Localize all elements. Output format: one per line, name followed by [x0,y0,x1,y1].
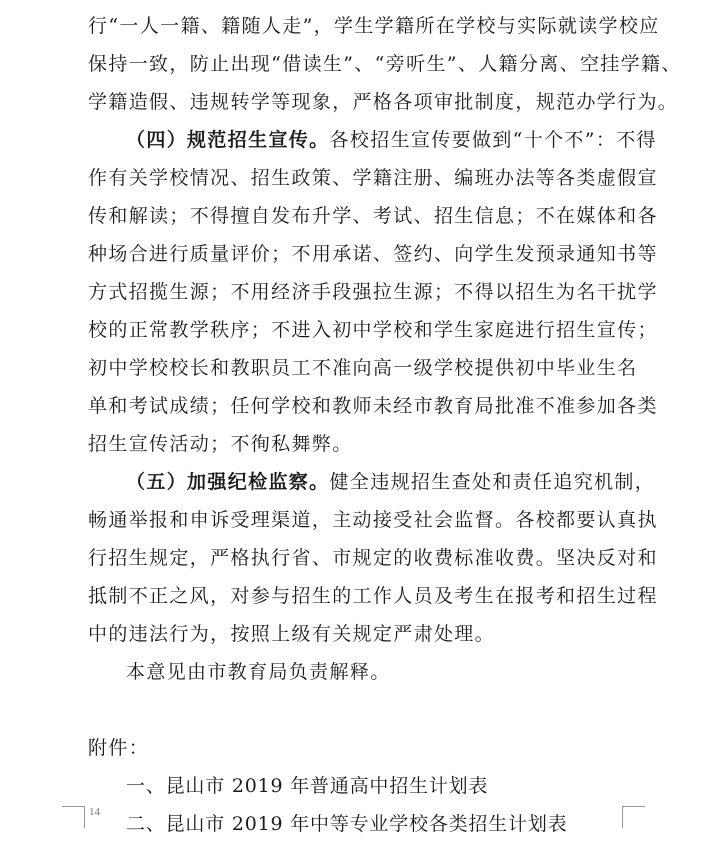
margin-corner-mark [622,806,623,828]
body-line: 初中学校校长和教职员工不准向高一级学校提供初中毕业生名 [88,357,638,379]
margin-corner-mark [62,806,84,807]
attachment-item: 一、昆山市 2019 年普通高中招生计划表 [126,775,489,797]
explanation-line: 本意见由市教育局负责解释。 [126,661,391,683]
section-4-heading: （四）规范招生宣传。 [126,129,330,151]
attachments-label: 附件： [88,737,150,759]
body-line: 方式招揽生源；不用经济手段强拉生源；不得以招生为名干扰学 [88,281,658,303]
body-line: 传和解读；不得擅自发布升学、考试、招生信息；不在媒体和各 [88,205,658,227]
body-line: 中的违法行为，按照上级有关规定严肃处理。 [88,623,496,645]
section-5-first-line [126,470,656,494]
body-line: 种场合进行质量评价；不用承诺、签约、向学生发预录通知书等 [88,243,658,265]
body-line: 单和考试成绩；任何学校和教师未经市教育局批准不准参加各类 [88,395,658,417]
attachment-item: 二、昆山市 2019 年中等专业学校各类招生计划表 [126,813,568,835]
section-4-first-line [126,128,657,152]
margin-corner-mark [623,806,645,807]
section-4-text: 各校招生宣传要做到“十个不”：不得 [329,129,657,151]
body-line: 招生宣传活动；不徇私舞弊。 [88,433,353,455]
page-number: 14 [89,806,100,818]
body-line: 校的正常教学秩序；不进入初中学校和学生家庭进行招生宣传； [88,319,658,341]
margin-corner-mark [84,806,85,828]
section-5-text: 健全违规招生查处和责任追究机制， [329,471,656,493]
body-line: 抵制不正之风，对参与招生的工作人员及考生在报考和招生过程 [88,585,658,607]
body-line: 行招生规定，严格执行省、市规定的收费标准收费。坚决反对和 [88,547,658,569]
body-line: 行“一人一籍、籍随人走”，学生学籍所在学校与实际就读学校应 [88,15,660,37]
section-5-heading: （五）加强纪检监察。 [126,471,330,493]
body-line: 保持一致，防止出现“借读生”、“旁听生”、人籍分离、空挂学籍、 [88,53,682,75]
body-line: 畅通举报和申诉受理渠道，主动接受社会监督。各校都要认真执 [88,509,658,531]
body-line: 学籍造假、违规转学等现象，严格各项审批制度，规范办学行为。 [88,91,679,113]
body-line: 作有关学校情况、招生政策、学籍注册、编班办法等各类虚假宣 [88,167,658,189]
